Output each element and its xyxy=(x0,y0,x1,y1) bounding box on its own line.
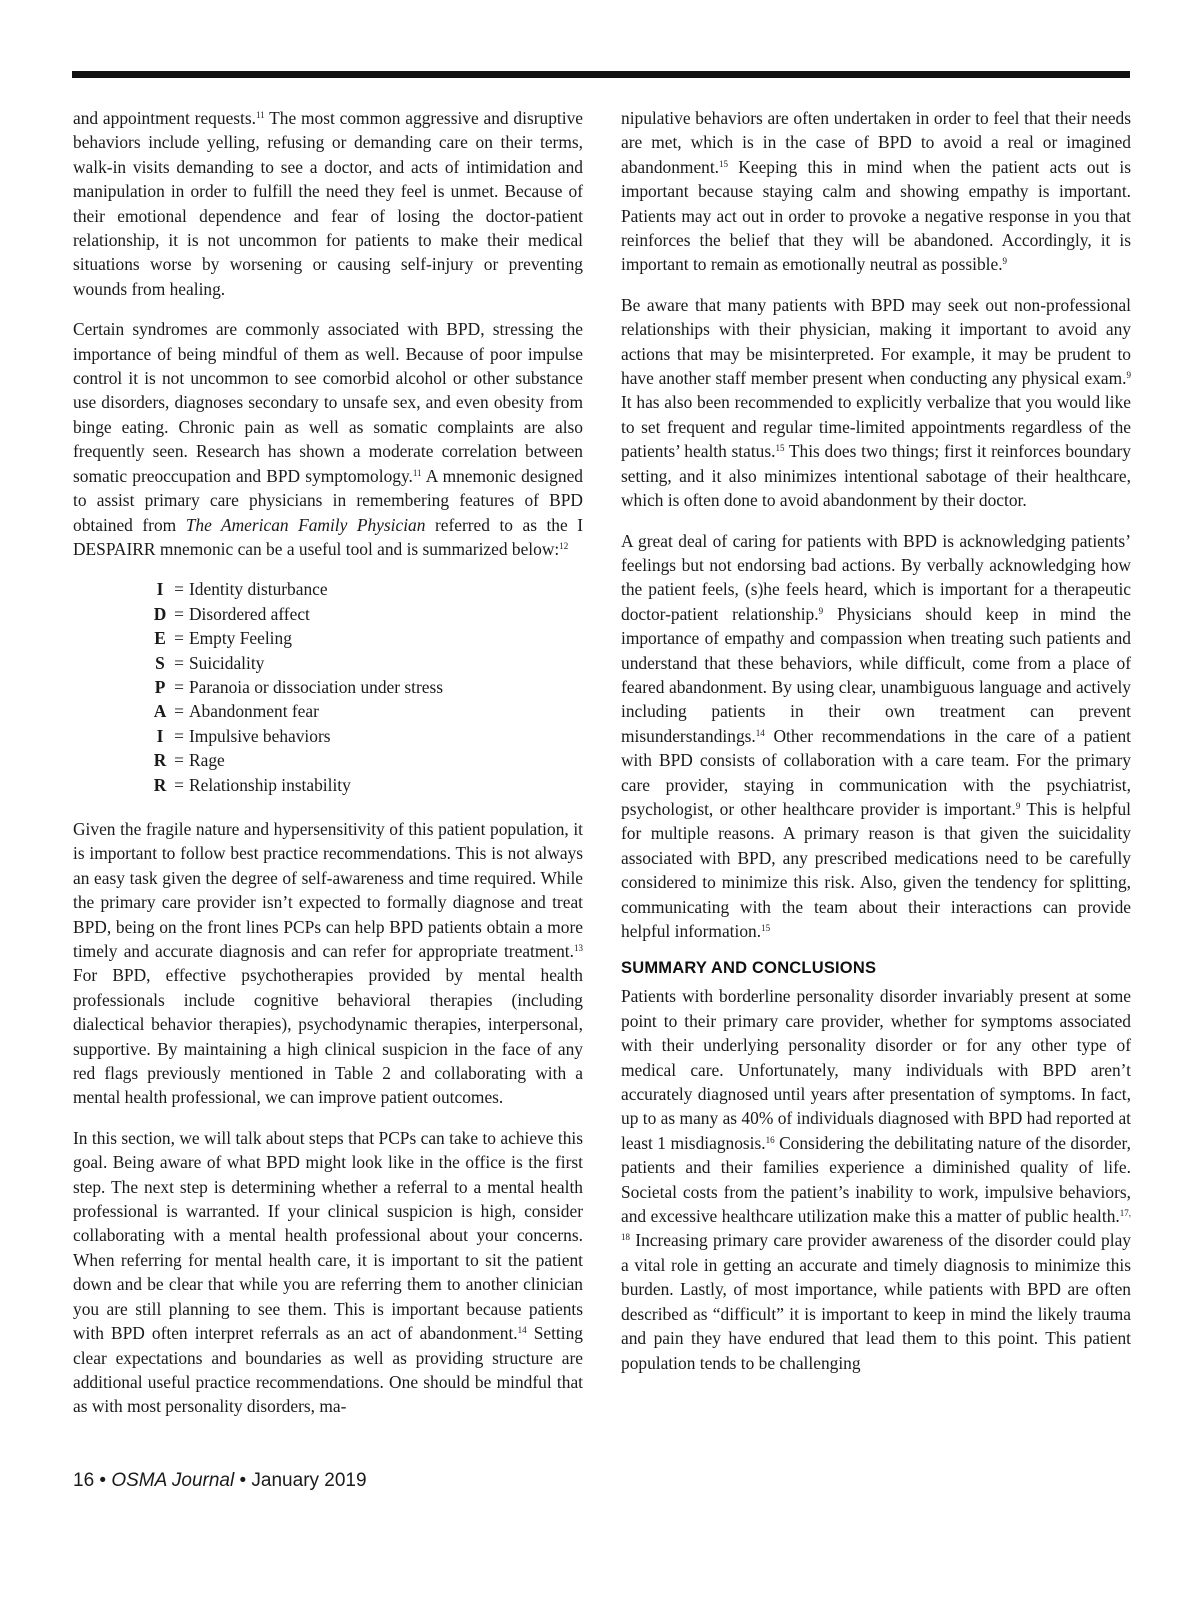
mnemonic-letter: E xyxy=(154,628,166,649)
citation-ref: 15 xyxy=(719,158,729,169)
paragraph xyxy=(73,1126,583,1419)
citation-ref: 9 xyxy=(1002,256,1008,267)
mnemonic-letter: D xyxy=(153,603,167,624)
text-run: A mnemonic designed to assist primary care physicians in remembering features of BPD obtained from xyxy=(73,465,583,535)
text-run: For BPD, effective psychotherapies provided by mental health professionals include cognitive behavioral therapies (including dialectical behavior therapies), psychodynamic therapies, interpersonal, supportive. By maintaining a high clinical suspicion in the face of any red flags previously mentioned in Table 2 and collaborating with a mental health professional, we can improve patient outcomes. xyxy=(73,965,583,1108)
mnemonic-item xyxy=(151,724,583,748)
citation-ref: 11 xyxy=(256,110,265,120)
mnemonic-equals: = xyxy=(174,750,184,771)
mnemonic-item xyxy=(151,699,583,723)
text-run: Physicians should keep in mind the importance of empathy and compassion when treating such patients and understand that these behaviors, while difficult, come from a place of feared abandonment. By using clear, unambiguous language and actively including patients in their own treatment can prevent misunderstandings. xyxy=(621,603,1131,746)
mnemonic-item xyxy=(151,748,583,772)
mnemonic-letter: R xyxy=(153,774,167,795)
citation-ref: 9 xyxy=(818,605,824,616)
mnemonic-equals: = xyxy=(174,579,184,600)
text-run: nipulative behaviors are often undertaken in order to feel that their needs are met, which is in the case of BPD to avoid a real or imagined abandonment. xyxy=(621,108,1131,177)
footer-separator: • xyxy=(234,1470,252,1491)
mnemonic-letter: R xyxy=(153,750,167,771)
mnemonic-item xyxy=(151,773,583,797)
mnemonic-meaning: Disordered affect xyxy=(189,603,310,624)
mnemonic-item xyxy=(151,651,583,675)
paragraph xyxy=(621,984,1131,1375)
text-run: This is helpful for multiple reasons. A primary reason is that given the suicidality associated with BPD, any prescribed medications need to be carefully considered to minimize this risk. Also, given the tendency for splitting, communicating with the team about their interactions can provide helpful information. xyxy=(621,798,1131,941)
mnemonic-letter: P xyxy=(154,676,166,697)
mnemonic-equals: = xyxy=(174,676,184,697)
page-footer xyxy=(73,1470,367,1492)
footer-separator: • xyxy=(94,1470,112,1491)
mnemonic-equals: = xyxy=(174,725,184,746)
text-run: Increasing primary care provider awareness of the disorder could play a vital role in getting an accurate and timely diagnosis to minimize this burden. Lastly, of most importance, while patients with BPD are often described as “difficult” it is important to keep in mind the likely trauma and pain they have endured that lead them to this point. This patient population tends to be challenging xyxy=(621,1230,1131,1373)
mnemonic-equals: = xyxy=(174,628,184,649)
mnemonic-item xyxy=(151,675,583,699)
issue-date: January 2019 xyxy=(251,1470,367,1491)
text-run: Keeping this in mind when the patient acts out is important because staying calm and showing empathy is important. Patients may act out in order to provoke a negative response in you that reinforces the belief that they will be abandoned. Accordingly, it is important to remain as emotionally neutral as possible. xyxy=(621,156,1131,275)
text-run: Setting clear expectations and boundaries as well as providing structure are additional useful practice recommendations. One should be mindful that as with most personality disorders, ma- xyxy=(73,1323,583,1417)
page-number: 16 xyxy=(73,1470,95,1491)
mnemonic-meaning: Abandonment fear xyxy=(189,701,319,722)
section-heading: SUMMARY AND CONCLUSIONS xyxy=(621,959,877,978)
paragraph xyxy=(73,106,583,301)
citation-ref: 15 xyxy=(761,923,771,933)
left-column xyxy=(73,106,583,1435)
paragraph xyxy=(621,293,1131,513)
right-column xyxy=(621,106,1131,1391)
text-run: This does two things; first it reinforces boundary setting, and it also minimizes intentional sabotage of their healthcare, which is often done to avoid abandonment by their doctor. xyxy=(621,441,1131,511)
mnemonic-letter: I xyxy=(156,579,164,600)
paragraph xyxy=(621,529,1131,944)
text-run: It has also been recommended to explicitly verbalize that you would like to set frequent and regular time-limited appointments regardless of the patients’ health status. xyxy=(621,392,1131,462)
mnemonic-meaning: Identity disturbance xyxy=(189,579,328,600)
text-run: A great deal of caring for patients with BPD is acknowledging patients’ feelings but not endorsing bad actions. By verbally acknowledging how the patient feels, (s)he feels heard, which is important for a therapeutic doctor-patient relationship. xyxy=(621,530,1131,624)
mnemonic-equals: = xyxy=(174,774,184,795)
citation-ref: 14 xyxy=(755,727,765,738)
mnemonic-meaning: Rage xyxy=(189,750,225,771)
journal-name: OSMA Journal xyxy=(111,1470,235,1491)
mnemonic-item xyxy=(151,626,583,650)
mnemonic-item xyxy=(151,602,583,626)
text-run: Certain syndromes are commonly associated with BPD, stressing the importance of being mindful of them as well. Because of poor impulse control it is not uncommon to see comorbid alcohol or other substance use disorders, diagnoses secondary to unsafe sex, and even obesity from binge eating. Chronic pain as well as somatic complaints are also frequently seen. Research has shown a moderate correlation between somatic preoccupation and BPD symptomology. xyxy=(73,319,583,486)
citation-ref: 17, 18 xyxy=(621,1208,1131,1243)
mnemonic-letter: I xyxy=(156,725,164,746)
text-run: Given the fragile nature and hypersensitivity of this patient population, it is important to follow best practice recommendations. This is not always an easy task given the degree of self-awareness and time required. While the primary care provider isn’t expected to formally diagnose and treat BPD, being on the front lines PCPs can help BPD patients obtain a more timely and accurate diagnosis and can refer for appropriate treatment. xyxy=(73,818,583,961)
text-run: In this section, we will talk about steps that PCPs can take to achieve this goal. Being aware of what BPD might look like in the office is the first step. The next step is determining whether a referral to a mental health professional is warranted. If your clinical suspicion is high, consider collaborating with a mental health professional about your concerns. When referring for mental health care, it is important to sit the patient down and be clear that while you are referring them to another clinician you are still planning to see them. This is important because patients with BPD often interpret referrals as an act of abandonment. xyxy=(73,1127,583,1344)
mnemonic-list xyxy=(151,577,583,797)
citation-ref: 11 xyxy=(412,467,422,478)
mnemonic-equals: = xyxy=(174,701,184,722)
mnemonic-meaning: Impulsive behaviors xyxy=(189,725,331,746)
mnemonic-item xyxy=(151,577,583,601)
mnemonic-letter: S xyxy=(155,652,165,673)
mnemonic-meaning: Suicidality xyxy=(189,652,265,673)
citation-ref: 9 xyxy=(1015,800,1021,811)
text-run: Other recommendations in the care of a patient with BPD consists of collaboration with a care team. For the primary care provider, staying in communication with the psychiatrist, psychologist, or other healthcare provider is important. xyxy=(621,725,1131,819)
header-rule xyxy=(72,71,1130,78)
text-run: Considering the debilitating nature of the disorder, patients and their families experience a diminished quality of life. Societal costs from the patient’s inability to work, impulsive behaviors, and excessive healthcare utilization make this a matter of public health. xyxy=(621,1132,1131,1227)
paragraph xyxy=(621,106,1131,277)
mnemonic-letter: A xyxy=(153,701,167,722)
citation-ref: 16 xyxy=(765,1134,775,1145)
mnemonic-equals: = xyxy=(174,603,184,624)
mnemonic-meaning: Paranoia or dissociation under stress xyxy=(189,676,444,697)
text-run: Be aware that many patients with BPD may seek out non-professional relationships with their physician, making it important to avoid any actions that may be misinterpreted. For example, it may be prudent to have another staff member present when conducting any physical exam. xyxy=(621,294,1131,389)
mnemonic-meaning: Empty Feeling xyxy=(189,628,292,649)
citation-ref: 9 xyxy=(1126,370,1131,381)
text-run: The most common aggressive and disruptive behaviors include yelling, refusing or demanding care on their terms, walk-in visits demanding to see a doctor, and acts of intimidation and manipulation in order to fulfill the need they feel is unmet. Because of their emotional dependence and fear of losing the doctor-patient relationship, it is not uncommon for patients to make their medical situations worse by worsening or causing self-injury or preventing wounds from healing. xyxy=(73,108,583,299)
paragraph xyxy=(73,817,583,1110)
text-run: Patients with borderline personality disorder invariably present at some point to their primary care provider, whether for symptoms associated with their underlying personality disorder or for any other type of medical care. Unfortunately, many individuals with BPD aren’t accurately diagnosed until years after presentation of symptoms. In fact, up to as many as 40% of individuals diagnosed with BPD had reported at least 1 misdiagnosis. xyxy=(621,986,1131,1153)
citation-ref: 15 xyxy=(775,443,785,454)
text-run: and appointment requests. xyxy=(73,108,256,128)
citation-ref: 12 xyxy=(559,540,569,551)
citation-ref: 14 xyxy=(517,1325,527,1336)
mnemonic-meaning: Relationship instability xyxy=(189,774,351,795)
mnemonic-equals: = xyxy=(174,652,184,673)
text-run: referred to as the I DESPAIRR mnemonic can be a useful tool and is summarized below: xyxy=(73,514,584,559)
citation-ref: 13 xyxy=(574,943,583,953)
italic-title: The American Family Physician xyxy=(185,514,426,535)
paragraph xyxy=(73,317,583,561)
